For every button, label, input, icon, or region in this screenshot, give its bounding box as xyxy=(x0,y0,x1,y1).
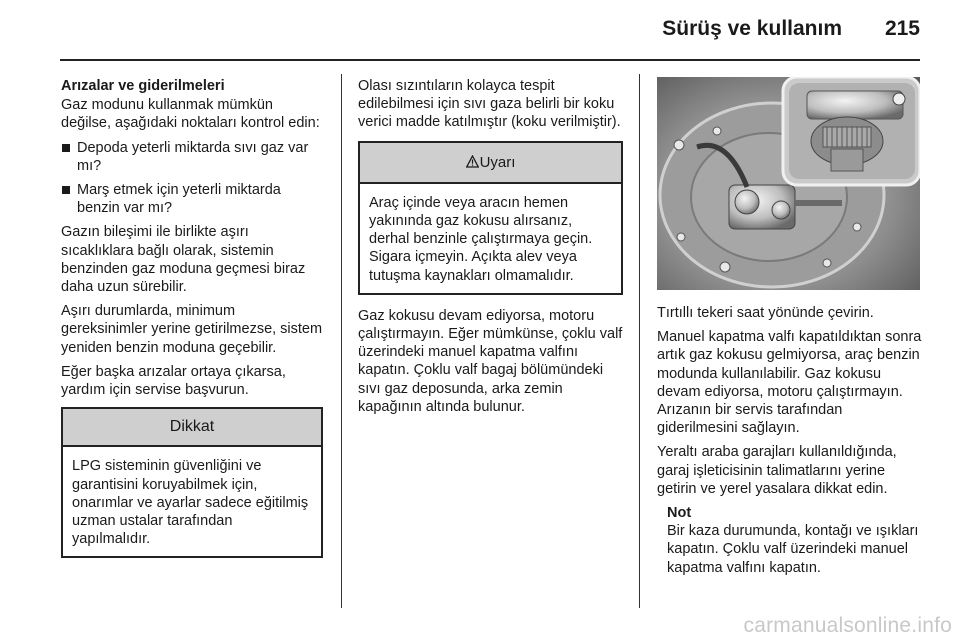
list-item: Depoda yeterli miktarda sıvı gaz var mı? xyxy=(61,139,323,175)
multivalve-illustration xyxy=(657,77,920,290)
caution-title: Dikkat xyxy=(63,409,321,447)
check-list xyxy=(61,139,323,218)
paragraph: Manuel kapatma valfı kapatıldıktan sonra artık gaz kokusu gelmiyorsa, araç benzin modunda kullanılabilir. Gaz kokusu devam ediyorsa, motoru çalıştırmayın. Arızanın bir servis tarafından giderilmesini sağlayın. xyxy=(657,329,922,437)
troubleshooting-heading: Arızalar ve giderilmeleri xyxy=(61,78,225,94)
page-header xyxy=(0,0,960,60)
paragraph: Aşırı durumlarda, minimum gereksinimler yerine getirilmezse, sistem yeniden benzin moduna geçebilir. xyxy=(61,303,323,356)
column-3 xyxy=(657,77,922,577)
photo-caption: Tırtıllı tekeri saat yönünde çevirin. xyxy=(657,305,874,321)
column-divider-2 xyxy=(639,74,640,608)
intro-paragraph: Gaz modunu kullanmak mümkün değilse, aşağıdaki noktaları kontrol edin: xyxy=(61,97,320,132)
list-item: Marş etmek için yeterli miktarda benzin var mı? xyxy=(61,181,323,217)
caution-box xyxy=(61,407,323,558)
bullet-icon xyxy=(62,186,70,194)
paragraph: Olası sızıntıların kolayca tespit edilebilmesi için sıvı gaza belirli bir koku verici madde katılmıştır (koku verilmiştir). xyxy=(358,78,621,131)
warning-triangle-icon xyxy=(466,155,479,173)
page-number: 215 xyxy=(884,17,920,40)
caution-text: LPG sisteminin güvenliğini ve garantisini koruyabilmek için, onarımlar ve ayarlar sadece eğitilmiş uzman ustalar tarafından yapılmalıdır. xyxy=(72,458,309,548)
column-2 xyxy=(358,77,623,422)
valve-photo xyxy=(657,77,920,290)
paragraph: Gazın bileşimi ile birlikte aşırı sıcaklıklara bağlı olarak, sistemin benzinden gaz moduna geçmesi biraz daha uzun sürebilir. xyxy=(61,224,306,296)
warning-text: Araç içinde veya aracın hemen yakınında gaz kokusu alırsanız, derhal benzinle çalıştırmaya geçin. Sigara içmeyin. Açıkta alev veya tutuşma kaynakları olmamalıdır. xyxy=(369,194,593,284)
note-text: Bir kaza durumunda, kontağı ve ışıkları kapatın. Çoklu valf üzerindeki manuel kapatma valfını kapatın. xyxy=(667,523,919,576)
note-title: Not xyxy=(667,505,692,522)
section-title: Sürüş ve kullanım xyxy=(662,17,842,40)
column-1 xyxy=(61,77,323,558)
paragraph: Yeraltı araba garajları kullanıldığında, garaj işleticisinin talimatlarını yerine getirin ve yerel yasalara dikkat edin. xyxy=(657,444,897,497)
paragraph: Gaz kokusu devam ediyorsa, motoru çalıştırmayın. Eğer mümkünse, çoklu valf üzerindeki manuel kapatma valfını kapatın. Çoklu valf bagaj bölümündeki sıvı gaz deposunda, arka zemin kapağının altında bulunur. xyxy=(358,307,623,415)
warning-header xyxy=(360,143,621,184)
column-divider-1 xyxy=(341,74,342,608)
warning-title: Uyarı xyxy=(479,153,516,171)
header-rule xyxy=(60,59,920,61)
bullet-icon xyxy=(62,144,70,152)
watermark: carmanualsonline.info xyxy=(743,614,952,637)
note-block xyxy=(657,504,922,577)
warning-box xyxy=(358,141,623,295)
paragraph: Eğer başka arızalar ortaya çıkarsa, yardım için servise başvurun. xyxy=(61,363,286,399)
